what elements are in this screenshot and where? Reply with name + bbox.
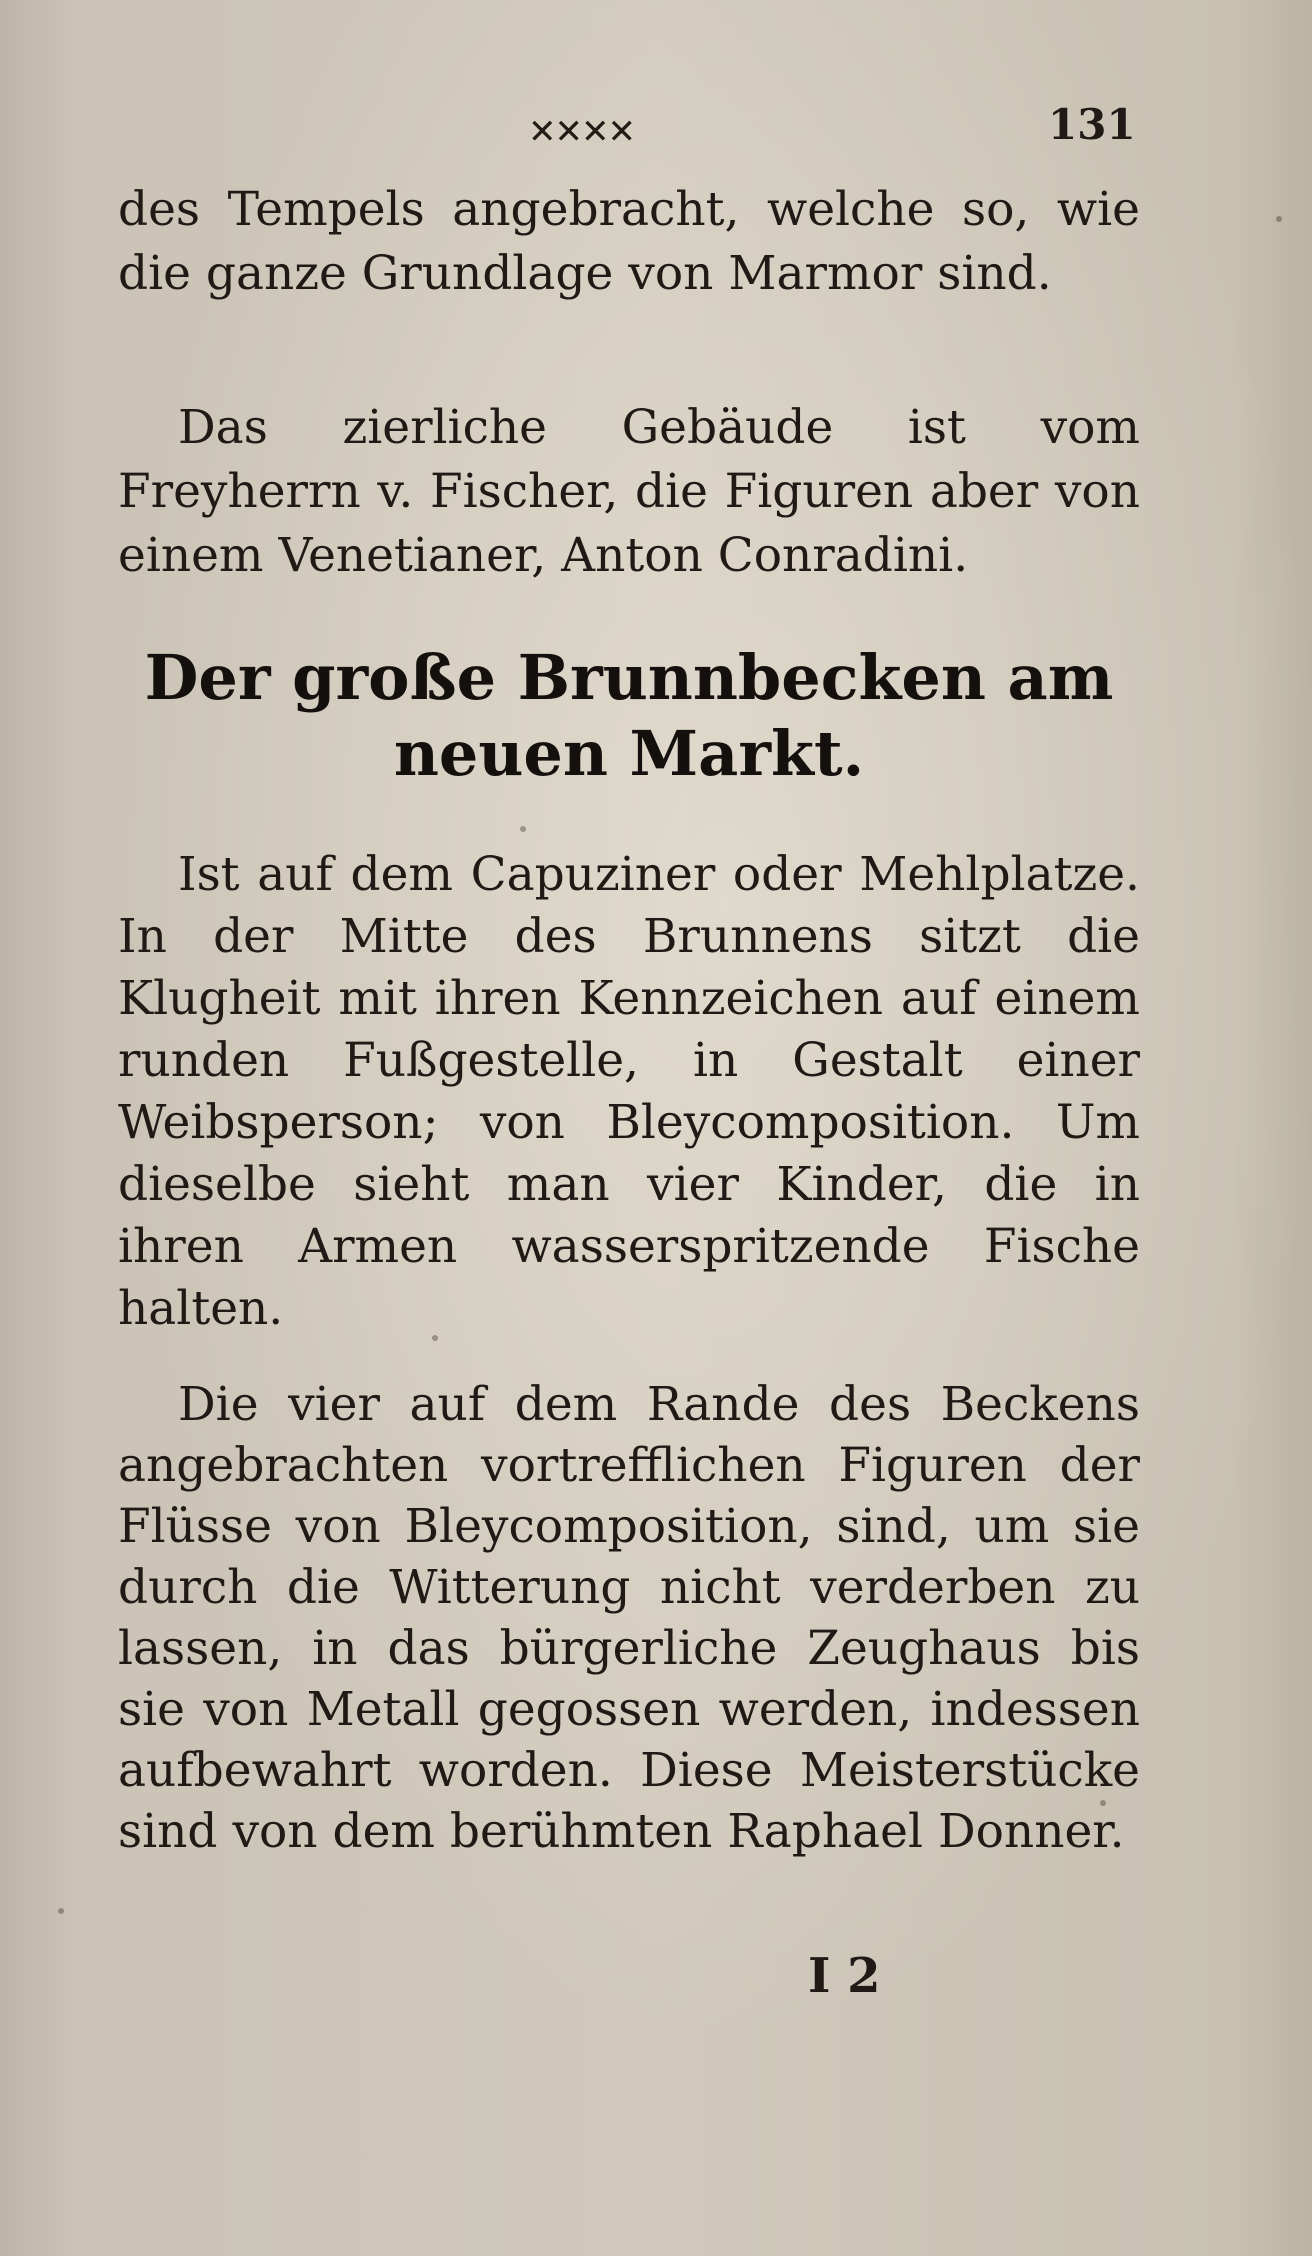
paragraph-continuation: des Tempels angebracht, welche so, wie die ganze Grundlage von Marmor sind. [118,182,1140,301]
paragraph-river-figures: Die vier auf dem Rande des Beckens angebrachten vortrefflichen Figuren der Flüsse von Bleycomposition, sind, um sie durch die Witterung nicht verderben zu lassen, in das bürgerliche Zeughaus bis sie von Metall gegossen werden, indessen aufbewahrt worden. Diese Meisterstücke sind von dem berühmten Raphael Donner. [118,1377,1140,1859]
page-number: 131 [1048,100,1136,149]
paragraph-builder-credits: Das zierliche Gebäude ist vom Freyherrn v. Fischer, die Figuren aber von einem Venetianer, Anton Conradini. [118,400,1140,583]
signature-mark: I 2 [808,1948,881,2004]
section-heading: Der große Brunnbecken am neuen Markt. [144,641,1114,790]
paragraph-fountain-description: Ist auf dem Capuziner oder Mehlplatze. In der Mitte des Brunnens sitzt die Klugheit mit ihren Kennzeichen auf einem runden Fußgestelle, in Gestalt einer Weibsperson; von Bleycomposition. Um dieselbe sieht man vier Kinder, die in ihren Armen wasserspritzende Fische halten. [118,847,1140,1336]
page-header [0,92,1312,162]
header-ornament: ✕✕✕✕ [528,112,634,152]
